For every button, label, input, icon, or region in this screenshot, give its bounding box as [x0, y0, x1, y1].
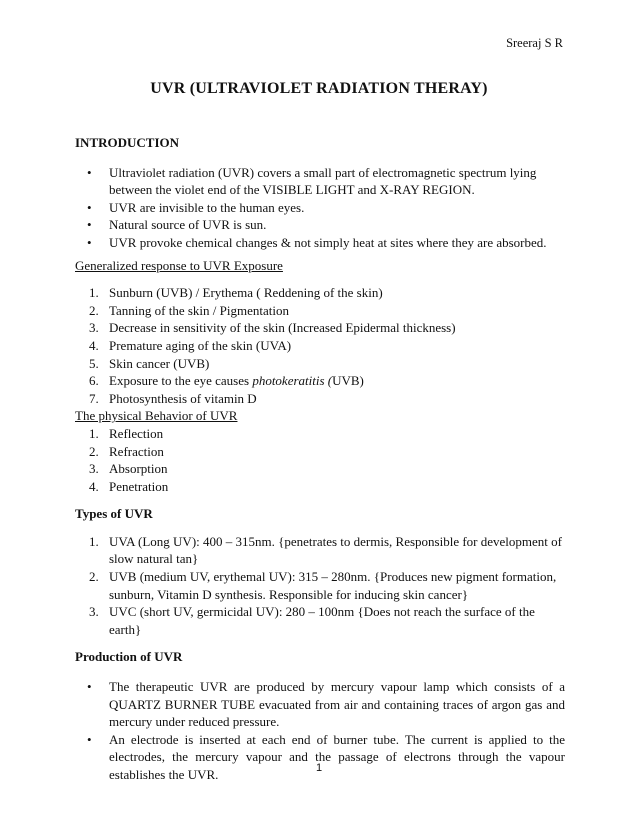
- introduction-list: [75, 164, 565, 252]
- list-item: 3. Absorption: [89, 461, 168, 477]
- section-heading-types: Types of UVR: [75, 506, 153, 522]
- list-item: 6. Exposure to the eye causes photokeratitis (UVB): [89, 373, 364, 389]
- section-heading-generalized: Generalized response to UVR Exposure: [75, 257, 283, 273]
- list-item: • The therapeutic UVR are produced by mercury vapour lamp which consists of a QUARTZ BURNER TUBE evacuated from air and containing traces of argon gas and mercury under reduced pressure.: [75, 678, 565, 731]
- list-item: • UVR are invisible to the human eyes.: [75, 199, 565, 217]
- document-title: UVR (ULTRAVIOLET RADIATION THERAY): [150, 80, 488, 97]
- list-item: • Ultraviolet radiation (UVR) covers a small part of electromagnetic spectrum lying between the violet end of the VISIBLE LIGHT and X-RAY REGION.: [75, 164, 565, 199]
- section-heading-production: Production of UVR: [75, 649, 183, 665]
- section-heading-physical: The physical Behavior of UVR: [75, 408, 238, 424]
- author-header: Sreeraj S R: [506, 36, 563, 50]
- list-item: 3. UVC (short UV, germicidal UV): 280 – 100nm {Does not reach the surface of the earth}: [89, 604, 535, 637]
- list-item: • Natural source of UVR is sun.: [75, 216, 565, 234]
- physical-list: [75, 425, 565, 495]
- list-item: 2. UVB (medium UV, erythemal UV): 315 – 280nm. {Produces new pigment formation, sunburn, Vitamin D synthesis. Responsible for inducing skin cancer}: [89, 569, 557, 602]
- list-item: • An electrode is inserted at each end of burner tube. The current is applied to the electrodes, the mercury vapour and the passage of electrons through the vapour establishes the UVR.: [75, 731, 565, 784]
- document-body: [75, 134, 565, 784]
- list-item: 1. UVA (Long UV): 400 – 315nm. {penetrates to dermis, Responsible for development of slow natural tan}: [89, 533, 562, 567]
- list-item: 4. Penetration: [89, 478, 169, 494]
- list-item: 7. Photosynthesis of vitamin D: [89, 390, 257, 406]
- list-item: 4. Premature aging of the skin (UVA): [89, 337, 292, 353]
- types-list: [75, 533, 565, 639]
- generalized-list: [75, 284, 565, 407]
- list-item: 1. Reflection: [89, 425, 164, 441]
- list-item: 2. Refraction: [89, 443, 164, 459]
- page-number: 1: [315, 762, 323, 774]
- list-item: 1. Sunburn (UVB) / Erythema ( Reddening of the skin): [89, 285, 383, 301]
- list-item: 2. Tanning of the skin / Pigmentation: [89, 302, 289, 318]
- list-item: 3. Decrease in sensitivity of the skin (Increased Epidermal thickness): [89, 320, 456, 336]
- section-heading-introduction: INTRODUCTION: [75, 135, 180, 150]
- list-item: • UVR provoke chemical changes & not simply heat at sites where they are absorbed.: [75, 234, 565, 252]
- list-item: 5. Skin cancer (UVB): [89, 355, 210, 371]
